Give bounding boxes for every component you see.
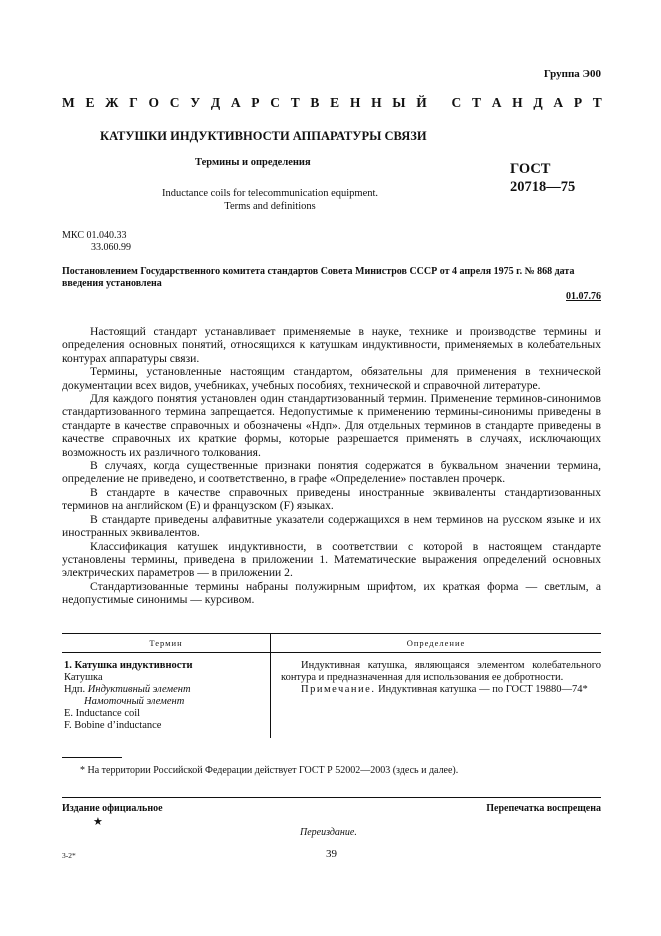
banner-letter: Н — [371, 95, 382, 110]
column-header-definition: Определение — [271, 634, 602, 653]
group-code: Группа Э00 — [543, 68, 601, 80]
column-header-term: Термин — [62, 634, 271, 653]
paragraph: Классификация катушек индуктивности, в соответствии с которой в настоящем стандарте установлены термины, приведена в приложении 1. Математические выражения определений основных электрических параметров — в приложении 2. — [62, 539, 601, 580]
banner-letter: Г — [129, 95, 138, 110]
definition-cell — [271, 653, 602, 739]
banner-letter: Д — [533, 95, 543, 110]
reissue-label: Переиздание. — [300, 827, 357, 838]
page-number: 39 — [326, 848, 337, 860]
banner-letter: Р — [573, 95, 583, 110]
reprint-notice: Перепечатка воспрещена — [486, 803, 601, 814]
banner-letter: Т — [290, 95, 300, 110]
paragraph: В случаях, когда существенные признаки понятия содержатся в буквальном значении термина, определение не приведено, и соответственно, в графе «Определение» поставлен прочерк. — [62, 459, 601, 486]
banner-letter: О — [148, 95, 160, 110]
banner-letter: В — [310, 95, 320, 110]
terms-table — [62, 633, 601, 738]
effective-date: 01.07.76 — [566, 291, 601, 302]
document-subtitle: Термины и определения — [195, 157, 311, 168]
english-title-line1: Inductance coils for telecommunication equipment. — [161, 188, 379, 199]
banner-letter: Й — [416, 95, 427, 110]
footer-divider — [62, 797, 601, 798]
document-title: КАТУШКИ ИНДУКТИВНОСТИ АППАРАТУРЫ СВЯЗИ — [100, 129, 427, 143]
banner-letter: У — [190, 95, 201, 110]
footnote: * На территории Российской Федерации действует ГОСТ Р 52002—2003 (здесь и далее). — [80, 765, 459, 776]
banner-letter: А — [491, 95, 502, 110]
definition-note — [281, 684, 601, 696]
paragraph: В стандарте в качестве справочных приведены иностранные эквиваленты стандартизованных терминов на английском (E) и французском (F) языках. — [62, 485, 601, 513]
ndp-synonym-2: Намоточный элемент — [84, 696, 185, 707]
banner-letter: С — [451, 95, 462, 110]
banner-letter: Н — [512, 95, 523, 110]
mks-line1: МКС 01.040.33 — [62, 230, 127, 241]
standard-banner — [62, 95, 602, 111]
banner-letter: Е — [330, 95, 340, 110]
banner-letter: А — [553, 95, 564, 110]
term-french: F. Bobine d’inductance — [64, 720, 162, 731]
official-edition: Издание официальное — [62, 803, 163, 814]
banner-letter: Е — [85, 95, 95, 110]
table-header-row — [62, 634, 601, 653]
gost-label: ГОСТ — [510, 161, 551, 177]
paragraph: В стандарте приведены алфавитные указатели содержащихся в нем терминов на русском языке и их иностранных эквивалентов. — [62, 512, 601, 540]
banner-letter: С — [270, 95, 280, 110]
paragraph: Для каждого понятия установлен один стандартизованный термин. Применение терминов-синонимов стандартизованного термина запрещается. Недопустимые к применению термины-синонимы приведены в стандарте в качестве справочных и обозначены «Ндп». Для отдельных терминов в стандарте приведены в качестве справочных их краткие формы, которые разрешается применять в случаях, исключающих возможность их различного толкования. — [62, 392, 601, 459]
term-cell — [62, 653, 271, 739]
banner-letter: Т — [472, 95, 482, 110]
print-code: 3-2* — [62, 851, 76, 860]
gost-code: 20718—75 — [510, 179, 576, 195]
term-name: 1. Катушка индуктивности — [64, 660, 193, 671]
banner-letter: Ы — [392, 95, 406, 110]
note-text: Индуктивная катушка — по ГОСТ 19880—74* — [378, 684, 588, 695]
banner-letter — [437, 95, 440, 111]
ndp-synonym-1: Индуктивный элемент — [87, 684, 191, 695]
banner-letter: С — [169, 95, 180, 110]
mks-codes — [62, 230, 131, 254]
term-english: E. Inductance coil — [64, 708, 141, 719]
paragraph: Стандартизованные термины набраны полужирным шрифтом, их краткая форма — светлым, а недопустимые синонимы — курсивом. — [62, 579, 601, 607]
term-ndp-1 — [64, 684, 270, 696]
mks-line2: 33.060.99 — [91, 242, 131, 253]
table-row — [62, 653, 601, 739]
paragraph: Настоящий стандарт устанавливает применяемые в науке, технике и производстве термины и определения основных понятий, относящихся к катушкам индуктивности, применяемых в колебательных контурах аппаратуры связи. — [62, 325, 601, 365]
term-short-form: Катушка — [64, 672, 103, 683]
decree-text: Постановлением Государственного комитета стандартов Совета Министров СССР от 4 апреля 1975 г. № 868 дата введения установлена — [62, 266, 575, 289]
footnote-divider — [62, 757, 122, 758]
banner-letter: Н — [349, 95, 361, 110]
note-label: Примечание. — [301, 684, 376, 695]
star-icon: ★ — [93, 816, 103, 828]
english-title-line2: Terms and definitions — [224, 201, 316, 212]
banner-letter: Ж — [105, 95, 119, 110]
ndp-prefix: Ндп. — [64, 684, 86, 695]
english-title — [140, 187, 400, 213]
banner-letter: Т — [592, 95, 602, 110]
banner-letter: Р — [251, 95, 260, 110]
banner-letter: М — [62, 95, 75, 110]
paragraph: Термины, установленные настоящим стандартом, обязательны для применения в технической документации всех видов, учебниках, учебных пособиях, технической и справочной литературе. — [62, 365, 601, 392]
banner-letter: А — [230, 95, 241, 110]
gost-number — [510, 160, 575, 196]
banner-letter: Д — [210, 95, 221, 110]
definition-text: Индуктивная катушка, являющаяся элементом колебательного контура и предназначенная для использования ее добротности. — [281, 660, 601, 683]
body-text — [62, 325, 601, 607]
